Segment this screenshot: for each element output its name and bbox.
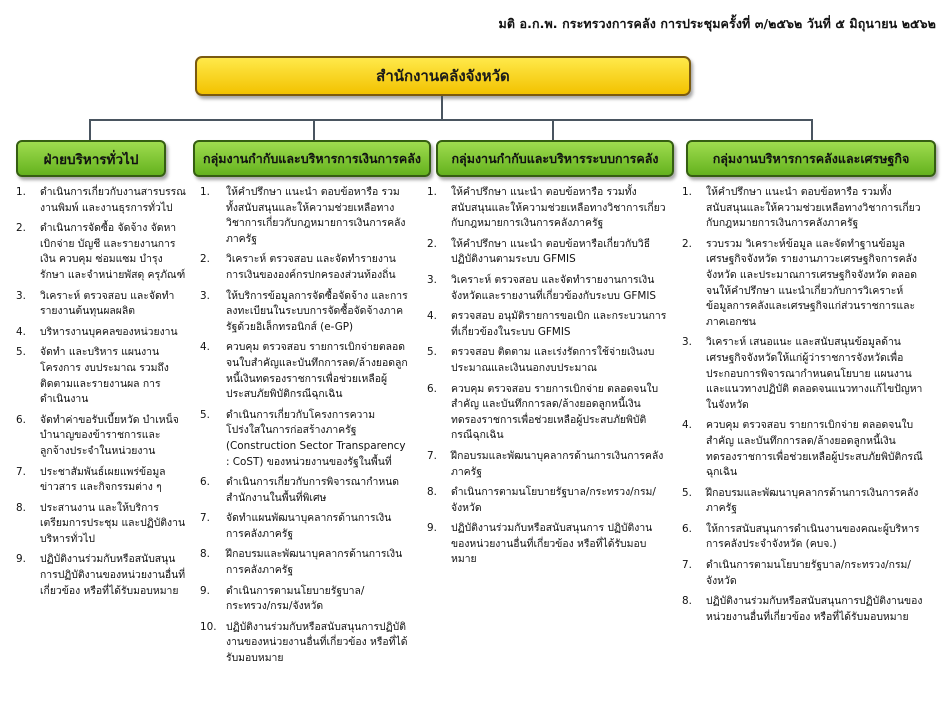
task-item bbox=[682, 522, 926, 553]
branch-title: กลุ่มงานกำกับและบริหารการเงินการคลัง bbox=[203, 150, 421, 166]
task-text: ดำเนินการตามนโยบายรัฐบาล/กระทรวง/กรม/จังหวัด bbox=[451, 486, 656, 514]
task-number: 4. bbox=[427, 310, 437, 323]
task-number: 9. bbox=[16, 553, 26, 566]
task-number: 8. bbox=[200, 548, 210, 561]
branch-list-finance-supervision bbox=[200, 185, 408, 672]
task-number: 9. bbox=[200, 584, 210, 597]
branch-box-general-admin bbox=[16, 140, 166, 177]
task-number: 7. bbox=[427, 449, 437, 462]
branch-title: ฝ่ายบริหารทั่วไป bbox=[43, 151, 139, 168]
task-text: ปฏิบัติงานร่วมกับหรือสนับสนุนการปฏิบัติงานของหน่วยงานอื่นที่เกี่ยวข้อง หรือที่ได้รับมอบหมาย bbox=[226, 620, 408, 665]
task-item bbox=[16, 345, 186, 407]
task-number: 1. bbox=[16, 186, 26, 198]
task-item bbox=[682, 558, 926, 589]
task-number: 4. bbox=[16, 325, 26, 338]
task-item bbox=[682, 486, 926, 517]
task-text: ปฏิบัติงานร่วมกับหรือสนับสนุนการปฏิบัติงานของหน่วยงานอื่นที่เกี่ยวข้อง หรือที่ได้รับมอบหมาย bbox=[40, 553, 186, 597]
task-item bbox=[427, 345, 667, 376]
task-item bbox=[682, 335, 926, 413]
task-number: 6. bbox=[682, 522, 692, 535]
task-item bbox=[16, 289, 186, 320]
task-item bbox=[200, 340, 408, 402]
task-number: 3. bbox=[200, 289, 210, 302]
header-note: มติ อ.ก.พ. กระทรวงการคลัง การประชุมครั้งที่ ๓/๒๕๖๒ วันที่ ๕ มิถุนายน ๒๕๖๒ bbox=[498, 16, 936, 31]
connector-drop-3 bbox=[552, 119, 554, 141]
task-number: 3. bbox=[16, 289, 26, 302]
task-text: ควบคุม ตรวจสอบ รายการเบิกจ่าย ตลอดจนใบสำคัญ และบันทึกการลด/ล้างยอดลูกหนี้เงินทดรองราชการเพื่อช่วยเหลือผู้ประสบภัยพิบัติกรณีฉุกเฉิน bbox=[451, 382, 659, 442]
branch-box-fiscal-system bbox=[436, 140, 674, 177]
task-number: 7. bbox=[200, 512, 210, 525]
branch-list-general-admin bbox=[16, 185, 186, 604]
task-number: 6. bbox=[427, 382, 437, 395]
task-text: วิเคราะห์ ตรวจสอบ และจัดทำรายงานการเงินขององค์กรปกครองส่วนท้องถิ่น bbox=[226, 253, 396, 281]
task-text: ให้คำปรึกษา แนะนำ ตอบข้อหารือเกี่ยวกับวิธีปฏิบัติงานตามระบบ GFMIS bbox=[451, 237, 651, 266]
task-text: รวบรวม วิเคราะห์ข้อมูล และจัดทำฐานข้อมูลเศรษฐกิจจังหวัด รายงานภาวะเศรษฐกิจการคลังจังหวัด และประมาณการเศรษฐกิจจังหวัด ตลอดจนให้คำปรึกษา แนะนำเกี่ยวกับการวิเคราะห์ข้อมูลการคลังและเศรษฐกิจแก่ส่วนราชการและภาคเอกชน bbox=[706, 237, 918, 328]
task-item bbox=[427, 273, 667, 304]
branch-list-fiscal-system bbox=[427, 185, 667, 573]
task-item bbox=[16, 413, 186, 460]
task-item bbox=[200, 252, 408, 283]
task-number: 9. bbox=[427, 522, 437, 535]
task-number: 2. bbox=[200, 253, 210, 266]
task-number: 7. bbox=[682, 559, 692, 572]
branch-list-fiscal-economy bbox=[682, 185, 926, 630]
task-number: 5. bbox=[200, 408, 210, 421]
task-text: วิเคราะห์ ตรวจสอบ และจัดทำรายงานต้นทุนผลผลิต bbox=[40, 289, 175, 318]
task-text: ให้การสนับสนุนการดำเนินงานของคณะผู้บริหารการคลังประจำจังหวัด (คบจ.) bbox=[706, 522, 920, 551]
task-number: 8. bbox=[427, 486, 437, 499]
task-number: 2. bbox=[16, 222, 26, 235]
task-text: ควบคุม ตรวจสอบ รายการเบิกจ่าย ตลอดจนใบสำคัญ และบันทึกการลด/ล้างยอดลูกหนี้เงินทดรองราชการเพื่อช่วยเหลือผู้ประสบภัยพิบัติกรณีฉุกเฉิน bbox=[706, 419, 923, 479]
task-text: ให้คำปรึกษา แนะนำ ตอบข้อหารือ รวมทั้งสนับสนุนและให้ความช่วยเหลือทางวิชาการเกี่ยวกับกฎหมายการเงินการคลังภาครัฐ bbox=[226, 186, 406, 245]
task-text: ประสานงาน และให้บริการ เตรียมการประชุม และปฏิบัติงานบริหารทั่วไป bbox=[40, 501, 186, 545]
task-item bbox=[682, 237, 926, 331]
task-text: ตรวจสอบ อนุมัติรายการขอเบิก และกระบวนการที่เกี่ยวข้องในระบบ GFMIS bbox=[451, 310, 667, 338]
task-text: ดำเนินการเกี่ยวกับการพิจารณากำหนดสำนักงานในพื้นที่พิเศษ bbox=[226, 476, 400, 504]
task-number: 3. bbox=[427, 273, 437, 286]
task-item bbox=[682, 185, 926, 232]
task-item bbox=[16, 465, 186, 496]
task-item bbox=[16, 325, 186, 341]
task-number: 1. bbox=[427, 186, 437, 198]
task-text: วิเคราะห์ เสนอแนะ และสนับสนุนข้อมูลด้านเศรษฐกิจจังหวัดให้แก่ผู้ว่าราชการจังหวัดเพื่อประกอบการพิจารณากำหนดนโยบาย แผนงาน และแนวทางปฏิบัติ ตลอดจนแนวทางแก้ไขปัญหาในจังหวัด bbox=[706, 336, 923, 411]
task-text: ควบคุม ตรวจสอบ รายการเบิกจ่ายตลอดจนใบสำคัญและบันทึกการลด/ล้างยอดลูกหนี้เงินทดรองราชการเพื่อช่วยเหลือผู้ประสบภัยพิบัติกรณีฉุกเฉิน bbox=[226, 341, 408, 401]
task-item bbox=[200, 408, 408, 470]
connector-horizontal-bus bbox=[89, 119, 812, 121]
task-text: จัดทำ และบริหาร แผนงาน โครงการ งบประมาณ รวมถึง ติดตามและรายงานผล การดำเนินงาน bbox=[40, 346, 169, 406]
branch-title: กลุ่มงานบริหารการคลังและเศรษฐกิจ bbox=[712, 150, 910, 166]
task-text: ให้บริการข้อมูลการจัดซื้อจัดจ้าง และการลงทะเบียนในระบบการจัดซื้อจัดจ้างภาครัฐด้วยอิเล็กทรอนิกส์ (e-GP) bbox=[226, 289, 408, 333]
task-number: 8. bbox=[16, 501, 26, 514]
task-item bbox=[200, 185, 408, 247]
task-item bbox=[200, 547, 408, 578]
task-item bbox=[16, 552, 186, 599]
branch-box-fiscal-economy bbox=[686, 140, 936, 177]
task-item bbox=[427, 309, 667, 340]
task-item bbox=[427, 185, 667, 232]
task-text: ดำเนินการเกี่ยวกับงานสารบรรณ งานพิมพ์ และงานธุรการทั่วไป bbox=[40, 186, 186, 214]
branch-title: กลุ่มงานกำกับและบริหารระบบการคลัง bbox=[451, 150, 659, 166]
task-number: 6. bbox=[200, 476, 210, 489]
task-number: 1. bbox=[682, 186, 692, 198]
task-item bbox=[427, 521, 667, 568]
task-item bbox=[427, 449, 667, 480]
task-number: 2. bbox=[682, 237, 692, 250]
task-text: จัดทำแผนพัฒนาบุคลากรด้านการเงินการคลังภาครัฐ bbox=[226, 512, 392, 540]
task-number: 6. bbox=[16, 413, 26, 426]
task-item bbox=[200, 475, 408, 506]
task-text: ดำเนินการตามนโยบายรัฐบาล/กระทรวง/กรม/จังหวัด bbox=[226, 584, 365, 613]
task-text: ดำเนินการจัดซื้อ จัดจ้าง จัดหา เบิกจ่าย บัญชี และรายงานการเงิน ควบคุม ซ่อมแซม บำรุงรักษา และจำหน่ายพัสดุ ครุภัณฑ์ bbox=[40, 222, 186, 281]
task-text: จัดทำค่าขอรับเบี้ยหวัด บำเหน็จ บำนาญของข้าราชการและลูกจ้างประจำในหน่วยงาน bbox=[40, 413, 179, 457]
task-text: ให้คำปรึกษา แนะนำ ตอบข้อหารือ รวมทั้งสนับสนุนและให้ความช่วยเหลือทางวิชาการเกี่ยวกับกฎหมายการเงินการคลังภาครัฐ bbox=[451, 186, 666, 230]
task-text: ฝึกอบรมและพัฒนาบุคลากรด้านการเงินการคลังภาครัฐ bbox=[706, 486, 919, 515]
task-number: 4. bbox=[200, 341, 210, 354]
task-number: 5. bbox=[682, 486, 692, 499]
connector-drop-1 bbox=[89, 119, 91, 141]
task-text: วิเคราะห์ ตรวจสอบ และจัดทำรายงานการเงินจังหวัดและรายงานที่เกี่ยวข้องกับระบบ GFMIS bbox=[451, 273, 656, 302]
task-item bbox=[16, 221, 186, 283]
task-number: 8. bbox=[682, 595, 692, 608]
task-item bbox=[427, 485, 667, 516]
task-item bbox=[200, 289, 408, 336]
task-item bbox=[200, 511, 408, 542]
task-item bbox=[16, 185, 186, 216]
task-item bbox=[200, 620, 408, 667]
task-number: 2. bbox=[427, 237, 437, 250]
task-item bbox=[200, 584, 408, 615]
task-item bbox=[682, 594, 926, 625]
task-text: ฝึกอบรมและพัฒนาบุคลากรด้านการเงินการคลังภาครัฐ bbox=[226, 548, 403, 577]
task-number: 5. bbox=[16, 346, 26, 359]
connector-drop-2 bbox=[313, 119, 315, 141]
task-text: ปฏิบัติงานร่วมกับหรือสนับสนุนการ ปฏิบัติงานของหน่วยงานอื่นที่เกี่ยวข้อง หรือที่ได้รับมอบหมาย bbox=[451, 522, 653, 566]
task-item bbox=[682, 418, 926, 480]
task-number: 7. bbox=[16, 465, 26, 478]
task-number: 4. bbox=[682, 419, 692, 432]
task-text: ให้คำปรึกษา แนะนำ ตอบข้อหารือ รวมทั้งสนับสนุนและให้ความช่วยเหลือทางวิชาการเกี่ยวกับกฎหมายการเงินการคลังภาครัฐ bbox=[706, 186, 921, 230]
task-text: ฝึกอบรมและพัฒนาบุคลากรด้านการเงินการคลังภาครัฐ bbox=[451, 449, 664, 478]
root-node-title: สำนักงานคลังจังหวัด bbox=[376, 67, 510, 85]
root-node-box bbox=[195, 56, 691, 96]
branch-box-finance-supervision bbox=[193, 140, 431, 177]
task-item bbox=[16, 501, 186, 548]
task-text: ประชาสัมพันธ์เผยแพร่ข้อมูลข่าวสาร และกิจกรรมต่าง ๆ bbox=[40, 465, 166, 494]
connector-drop-4 bbox=[811, 119, 813, 141]
task-text: ตรวจสอบ ติดตาม และเร่งรัดการใช้จ่ายเงินงบประมาณและเงินนอกงบประมาณ bbox=[451, 346, 655, 374]
task-item bbox=[427, 237, 667, 268]
connector-root-stem bbox=[441, 96, 443, 120]
task-number: 3. bbox=[682, 336, 692, 349]
task-text: ดำเนินการเกี่ยวกับโครงการความโปร่งใสในการก่อสร้างภาครัฐ (Construction Sector Transparency : CoST) ของหน่วยงานของรัฐในพื้นที่ bbox=[226, 408, 406, 468]
task-text: ปฏิบัติงานร่วมกับหรือสนับสนุนการปฏิบัติงานของหน่วยงานอื่นที่เกี่ยวข้อง หรือที่ได้รับมอบหมาย bbox=[706, 595, 923, 623]
task-item bbox=[427, 382, 667, 444]
task-text: ดำเนินการตามนโยบายรัฐบาล/กระทรวง/กรม/จังหวัด bbox=[706, 559, 911, 587]
task-number: 1. bbox=[200, 186, 210, 198]
task-number: 10. bbox=[200, 620, 217, 633]
task-text: บริหารงานบุคคลของหน่วยงาน bbox=[40, 325, 178, 338]
task-number: 5. bbox=[427, 346, 437, 359]
